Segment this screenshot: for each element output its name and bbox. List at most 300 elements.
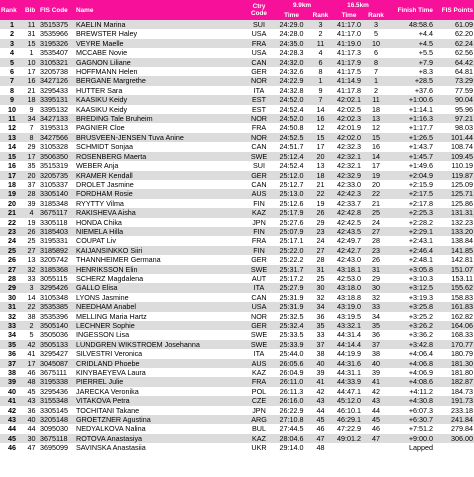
split2-time-cell: 44:33.9 (331, 377, 367, 386)
split2-rank-cell: 25 (367, 208, 385, 217)
fis-code-cell: 3195313 (39, 123, 75, 132)
rank-cell: 46 (0, 443, 24, 452)
fis-code-cell: 3515319 (39, 161, 75, 170)
rank-cell: 18 (0, 180, 24, 189)
table-row (0, 236, 474, 245)
split2-time-cell: 42:02.0 (331, 133, 367, 142)
split1-time-cell: 24:52.4 (273, 105, 310, 114)
split1-rank-cell: 15 (310, 133, 331, 142)
rank-cell: 25 (0, 246, 24, 255)
table-row (0, 293, 474, 302)
country-code-cell: UKR (245, 443, 273, 452)
split2-rank-cell: 35 (367, 321, 385, 330)
country-code-cell: USA (245, 29, 273, 38)
split1-rank-cell: 1 (310, 76, 331, 85)
split1-time-cell: 25:12.7 (273, 180, 310, 189)
bib-cell: 25 (24, 236, 39, 245)
split2-time-cell: 46:10.1 (331, 406, 367, 415)
rank-cell: 20 (0, 199, 24, 208)
fis-code-cell: 3205742 (39, 255, 75, 264)
table-row (0, 171, 474, 180)
country-code-cell: BUL (245, 424, 273, 433)
athlete-name-cell: NEDYALKOVA Nalina (75, 424, 245, 433)
country-code-cell: CAN (245, 142, 273, 151)
rank-cell: 26 (0, 255, 24, 264)
split2-rank-cell: 33 (367, 302, 385, 311)
split2-rank-cell: 24 (367, 218, 385, 227)
fis-points-cell: 131.31 (434, 208, 474, 217)
rank-cell: 33 (0, 321, 24, 330)
bib-cell: 20 (24, 171, 39, 180)
country-code-cell: FRA (245, 123, 273, 132)
fis-code-cell: 3305118 (39, 218, 75, 227)
fis-points-cell: 62.24 (434, 39, 474, 48)
split1-rank-cell: 26 (310, 208, 331, 217)
country-code-cell: SUI (245, 20, 273, 29)
split1-time-cell: 25:12.6 (273, 199, 310, 208)
split2-rank-cell: 18 (367, 105, 385, 114)
split1-time-cell: 25:31.9 (273, 302, 310, 311)
fis-points-cell: 182.87 (434, 377, 474, 386)
split2-time-cell: 42:42.3 (331, 189, 367, 198)
fis-code-cell: 3185368 (39, 265, 75, 274)
split1-time-cell: 25:17.9 (273, 208, 310, 217)
athlete-name-cell: HONDA Chika (75, 218, 245, 227)
athlete-name-cell: PIERREL Julie (75, 377, 245, 386)
rank-cell: 32 (0, 312, 24, 321)
fis-points-cell: 306.00 (434, 434, 474, 443)
rank-cell: 30 (0, 293, 24, 302)
bib-cell: 31 (24, 29, 39, 38)
bib-cell: 43 (24, 396, 39, 405)
finish-time-cell: +1:45.7 (385, 152, 434, 161)
rank-cell: 31 (0, 302, 24, 311)
rank-cell: 1 (0, 20, 24, 29)
bib-cell: 29 (24, 142, 39, 151)
fis-code-cell: 3427566 (39, 133, 75, 142)
split1-rank-cell: 27 (310, 246, 331, 255)
fis-points-cell: 95.96 (434, 105, 474, 114)
table-row (0, 133, 474, 142)
split2-time-cell: 43:19.5 (331, 312, 367, 321)
split2-rank-cell: 17 (367, 161, 385, 170)
split1-time-cell: 26:11.3 (273, 387, 310, 396)
bib-cell: 17 (24, 359, 39, 368)
bib-cell: 18 (24, 95, 39, 104)
fis-code-cell: 3535407 (39, 48, 75, 57)
table-row (0, 377, 474, 386)
split1-time-cell: 25:12.4 (273, 152, 310, 161)
split2-rank-cell: 6 (367, 48, 385, 57)
fis-code-cell: 3055115 (39, 274, 75, 283)
country-code-cell: CAN (245, 180, 273, 189)
table-row (0, 340, 474, 349)
rank-cell: 38 (0, 368, 24, 377)
split2-time-cell: 42:32.1 (331, 161, 367, 170)
athlete-name-cell: KAELIN Marina (75, 20, 245, 29)
split1-rank-cell: 37 (310, 340, 331, 349)
finish-time-cell: +2:28.2 (385, 218, 434, 227)
split1-time-cell: 25:32.5 (273, 312, 310, 321)
split1-time-cell: 25:33.5 (273, 330, 310, 339)
split2-time-cell: 44:31.1 (331, 368, 367, 377)
finish-time-cell: +2:17.5 (385, 189, 434, 198)
split2-time-cell: 41:17.0 (331, 20, 367, 29)
split2-rank-cell: 37 (367, 340, 385, 349)
split2-rank-cell: 47 (367, 434, 385, 443)
split2-rank-cell: 2 (367, 86, 385, 95)
split1-rank-cell: 14 (310, 105, 331, 114)
fis-points-cell: 73.29 (434, 76, 474, 85)
split1-rank-cell: 25 (310, 274, 331, 283)
fis-points-cell: 151.07 (434, 265, 474, 274)
fis-points-cell: 162.82 (434, 312, 474, 321)
split1-rank-cell: 16 (310, 114, 331, 123)
table-row (0, 415, 474, 424)
split2-time-cell: 41:14.9 (331, 76, 367, 85)
split1-rank-cell: 32 (310, 293, 331, 302)
split2-time-cell (331, 443, 367, 452)
bib-cell: 32 (24, 265, 39, 274)
fis-points-cell: 64.42 (434, 58, 474, 67)
split2-rank-cell: 5 (367, 29, 385, 38)
finish-time-cell: +4:08.6 (385, 377, 434, 386)
table-row (0, 189, 474, 198)
table-row (0, 95, 474, 104)
finish-time-cell: +3:42.8 (385, 340, 434, 349)
bib-cell: 21 (24, 86, 39, 95)
table-row (0, 406, 474, 415)
split2-time-cell: 49:01.2 (331, 434, 367, 443)
split1-time-cell: 25:13.0 (273, 189, 310, 198)
split2-rank-cell: 41 (367, 377, 385, 386)
country-code-cell: NOR (245, 312, 273, 321)
rank-cell: 19 (0, 189, 24, 198)
split1-rank-cell: 33 (310, 330, 331, 339)
fis-points-cell: 158.83 (434, 293, 474, 302)
athlete-name-cell: TOCHITANI Takane (75, 406, 245, 415)
split2-time-cell: 42:42.8 (331, 208, 367, 217)
split1-time-cell: 24:52.4 (273, 161, 310, 170)
split2-time-cell: 42:32.1 (331, 152, 367, 161)
country-code-cell: EST (245, 95, 273, 104)
table-row (0, 48, 474, 57)
table-row (0, 76, 474, 85)
split1-time-cell: 24:22.9 (273, 76, 310, 85)
bib-cell: 4 (24, 208, 39, 217)
table-row (0, 330, 474, 339)
rank-cell: 21 (0, 208, 24, 217)
bib-cell: 44 (24, 424, 39, 433)
split1-rank-cell: 30 (310, 283, 331, 292)
split2-rank-cell: 14 (367, 152, 385, 161)
split1-rank-cell: 9 (310, 86, 331, 95)
split1-time-cell: 29:14.0 (273, 443, 310, 452)
athlete-name-cell: SAVINSKA Anastasiia (75, 443, 245, 452)
split1-rank-cell: 18 (310, 171, 331, 180)
bib-cell: 34 (24, 114, 39, 123)
fis-points-cell: 138.84 (434, 236, 474, 245)
split1-time-cell: 25:22.2 (273, 255, 310, 264)
split1-time-cell: 25:31.7 (273, 265, 310, 274)
split1-time-cell: 24:28.0 (273, 29, 310, 38)
bib-cell: 15 (24, 39, 39, 48)
country-code-cell: ARG (245, 415, 273, 424)
split1-time-cell: 25:32.4 (273, 321, 310, 330)
table-row (0, 67, 474, 76)
athlete-name-cell: KAIJANSINKKO Siiri (75, 246, 245, 255)
table-row (0, 443, 474, 452)
split2-time-cell: 43:32.1 (331, 321, 367, 330)
bib-cell: 41 (24, 349, 39, 358)
split1-time-cell: 24:50.8 (273, 123, 310, 132)
split2-rank-cell: 16 (367, 142, 385, 151)
split2-rank-cell: 19 (367, 171, 385, 180)
rank-cell: 2 (0, 29, 24, 38)
split2-rank-cell: 44 (367, 406, 385, 415)
rank-cell: 6 (0, 67, 24, 76)
fis-points-cell: 62.20 (434, 29, 474, 38)
split1-rank-cell: 6 (310, 58, 331, 67)
fis-points-header: FIS Points (434, 0, 474, 20)
bib-cell: 27 (24, 246, 39, 255)
fis-code-cell: 3535396 (39, 312, 75, 321)
rank-cell: 7 (0, 76, 24, 85)
bib-cell: 40 (24, 415, 39, 424)
split1-rank-cell: 42 (310, 387, 331, 396)
finish-time-cell: Lapped (385, 443, 434, 452)
fis-code-cell: 3185892 (39, 246, 75, 255)
split2-time-cell: 42:32.3 (331, 142, 367, 151)
split1-time-cell: 24:32.6 (273, 67, 310, 76)
fis-points-cell: 170.77 (434, 340, 474, 349)
table-row (0, 39, 474, 48)
split1-time-cell: 24:28.3 (273, 48, 310, 57)
split1-time-cell: 26:22.9 (273, 406, 310, 415)
split2-time-cell: 42:01.9 (331, 123, 367, 132)
athlete-name-cell: SILVESTRI Veronica (75, 349, 245, 358)
split2-time-cell: 42:02.1 (331, 95, 367, 104)
finish-time-cell: +6:30.7 (385, 415, 434, 424)
country-code-cell: SWE (245, 265, 273, 274)
bib-cell: 47 (24, 443, 39, 452)
fis-code-cell: 3195338 (39, 377, 75, 386)
split1-rank-cell: 46 (310, 424, 331, 433)
split2-rank-cell: 46 (367, 424, 385, 433)
finish-time-cell: +2:29.1 (385, 227, 434, 236)
athlete-name-cell: HOFFMANN Helen (75, 67, 245, 76)
athlete-name-cell: VEYRE Maelle (75, 39, 245, 48)
split2-time-cell: 41:17.9 (331, 58, 367, 67)
fis-code-cell: 3535966 (39, 29, 75, 38)
split2-time-cell: 44:31.4 (331, 330, 367, 339)
split1-rank-cell: 7 (310, 95, 331, 104)
finish-time-cell: +37.6 (385, 86, 434, 95)
country-code-cell: ITA (245, 86, 273, 95)
bib-cell: 8 (24, 133, 39, 142)
split2-rank-cell: 23 (367, 246, 385, 255)
fis-code-cell: 3675118 (39, 434, 75, 443)
rank-cell: 9 (0, 95, 24, 104)
bib-cell: 7 (24, 123, 39, 132)
split2-rank-cell: 40 (367, 359, 385, 368)
country-code-cell: ITA (245, 349, 273, 358)
split1-time-header: Time (273, 11, 310, 20)
athlete-name-cell: BREDING Tale Bruheim (75, 114, 245, 123)
rank-cell: 45 (0, 434, 24, 443)
table-row (0, 29, 474, 38)
split1-rank-cell: 44 (310, 406, 331, 415)
split2-rank-cell: 15 (367, 133, 385, 142)
athlete-name-cell: RAKISHEVA Aisha (75, 208, 245, 217)
split1-rank-cell: 22 (310, 189, 331, 198)
country-code-cell: GER (245, 171, 273, 180)
fis-code-cell: 3675117 (39, 208, 75, 217)
finish-time-cell: +3:25.8 (385, 302, 434, 311)
split1-time-cell: 24:32.0 (273, 58, 310, 67)
fis-points-cell: 101.44 (434, 133, 474, 142)
split2-time-cell: 42:42.5 (331, 218, 367, 227)
athlete-name-cell: KINYBAEYEVA Laura (75, 368, 245, 377)
finish-time-cell: +4:11.2 (385, 387, 434, 396)
finish-time-cell: +1:14.1 (385, 105, 434, 114)
split2-time-cell: 47:22.9 (331, 424, 367, 433)
finish-time-cell: +2:15.9 (385, 180, 434, 189)
split2-rank-cell: 29 (367, 274, 385, 283)
table-row (0, 368, 474, 377)
athlete-name-cell: HUTTER Sara (75, 86, 245, 95)
split2-time-cell: 42:02.5 (331, 105, 367, 114)
split1-time-cell: 25:22.0 (273, 246, 310, 255)
split2-time-cell: 44:14.4 (331, 340, 367, 349)
athlete-name-cell: KAASIKU Keidy (75, 95, 245, 104)
table-row (0, 387, 474, 396)
country-code-cell: NOR (245, 76, 273, 85)
finish-time-cell: +1:43.7 (385, 142, 434, 151)
fis-code-cell: 3105337 (39, 180, 75, 189)
fis-points-cell: 109.45 (434, 152, 474, 161)
split2-time-cell: 45:12.0 (331, 396, 367, 405)
split2-rank-cell: 21 (367, 199, 385, 208)
athlete-name-cell: GAGNON Liliane (75, 58, 245, 67)
table-row (0, 246, 474, 255)
country-code-cell: GER (245, 67, 273, 76)
rank-cell: 3 (0, 39, 24, 48)
finish-time-cell: +2:48.1 (385, 255, 434, 264)
fis-code-cell: 3506350 (39, 152, 75, 161)
country-code-cell: CAN (245, 293, 273, 302)
athlete-name-cell: KRAMER Kendall (75, 171, 245, 180)
split2-rank-cell: 3 (367, 20, 385, 29)
athlete-name-cell: BREWSTER Haley (75, 29, 245, 38)
athlete-name-cell: ROSENBERG Maerta (75, 152, 245, 161)
fis-code-cell: 3105321 (39, 58, 75, 67)
country-code-cell: NOR (245, 114, 273, 123)
rank-header: Rank (0, 0, 24, 20)
split1-rank-cell: 39 (310, 368, 331, 377)
country-code-cell: AUS (245, 189, 273, 198)
athlete-name-cell: NEEDHAM Anabel (75, 302, 245, 311)
fis-code-cell: 3105348 (39, 293, 75, 302)
split2-rank-cell (367, 443, 385, 452)
split1-rank-cell: 29 (310, 218, 331, 227)
bib-header: Bib (24, 0, 39, 20)
country-code-cell: USA (245, 48, 273, 57)
finish-time-cell: +3:12.5 (385, 283, 434, 292)
fis-code-cell: 3395132 (39, 105, 75, 114)
bib-cell: 17 (24, 67, 39, 76)
athlete-name-cell: CRIDLAND Phoebe (75, 359, 245, 368)
athlete-name-cell: VITAKOVA Petra (75, 396, 245, 405)
finish-time-cell: +7:51.2 (385, 424, 434, 433)
split1-rank-cell: 13 (310, 161, 331, 170)
table-row (0, 434, 474, 443)
split1-time-cell: 25:27.6 (273, 218, 310, 227)
fis-code-cell: 3205738 (39, 67, 75, 76)
bib-cell: 42 (24, 340, 39, 349)
table-row (0, 105, 474, 114)
split1-time-cell: 25:17.2 (273, 274, 310, 283)
finish-time-cell: +9:00.0 (385, 434, 434, 443)
split2-rank-cell: 13 (367, 114, 385, 123)
results-body (0, 20, 474, 453)
country-code-cell: SWE (245, 330, 273, 339)
split2-rank-cell: 27 (367, 227, 385, 236)
split2-rank-cell: 38 (367, 349, 385, 358)
athlete-name-cell: BERGANE Margrethe (75, 76, 245, 85)
split2-time-cell: 41:19.0 (331, 39, 367, 48)
table-row (0, 58, 474, 67)
country-code-cell: KAZ (245, 434, 273, 443)
fis-code-cell: 3295433 (39, 86, 75, 95)
split2-time-header: Time (331, 11, 367, 20)
split1-rank-cell: 35 (310, 321, 331, 330)
split1-rank-cell: 40 (310, 359, 331, 368)
country-code-cell: USA (245, 302, 273, 311)
split2-rank-cell: 26 (367, 255, 385, 264)
table-row (0, 396, 474, 405)
finish-time-header: Finish Time (385, 0, 434, 20)
split2-time-cell: 42:43.5 (331, 227, 367, 236)
split1-time-cell: 28:04.6 (273, 434, 310, 443)
fis-points-cell: 241.84 (434, 415, 474, 424)
split1-rank-cell: 21 (310, 180, 331, 189)
athlete-name-cell: MCCABE Novie (75, 48, 245, 57)
table-row (0, 123, 474, 132)
fis-points-cell: 97.21 (434, 114, 474, 123)
split2-rank-cell: 8 (367, 58, 385, 67)
country-code-cell: AUS (245, 359, 273, 368)
bib-cell: 39 (24, 199, 39, 208)
country-code-cell: POL (245, 387, 273, 396)
country-code-cell: GER (245, 255, 273, 264)
fis-points-cell: 142.81 (434, 255, 474, 264)
table-row (0, 302, 474, 311)
rank-cell: 44 (0, 424, 24, 433)
fis-code-cell: 3505036 (39, 330, 75, 339)
split2-time-cell: 42:02.3 (331, 114, 367, 123)
finish-time-cell: +3:19.3 (385, 293, 434, 302)
country-code-header: Ctry Code (245, 0, 273, 20)
fis-points-cell: 64.81 (434, 67, 474, 76)
table-row (0, 199, 474, 208)
finish-time-cell: +4.4 (385, 29, 434, 38)
country-code-cell: KAZ (245, 368, 273, 377)
split2-rank-cell: 20 (367, 180, 385, 189)
table-row (0, 208, 474, 217)
split2-rank-cell: 7 (367, 67, 385, 76)
fis-code-cell: 3305145 (39, 406, 75, 415)
